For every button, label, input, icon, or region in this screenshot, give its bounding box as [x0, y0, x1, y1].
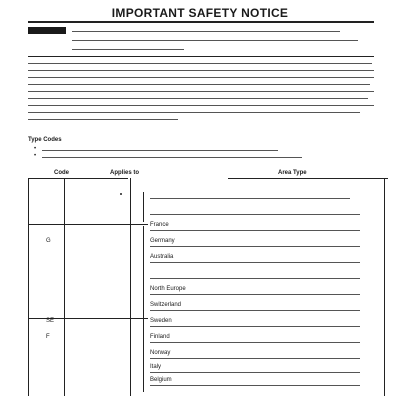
paragraph-line — [28, 84, 370, 85]
area-cell: Norway — [150, 350, 171, 356]
code-cell: G — [46, 238, 51, 244]
paragraph-line — [28, 112, 360, 113]
definition-text-line — [72, 49, 184, 50]
bracket-line — [143, 226, 144, 392]
bullet-text-line — [42, 150, 278, 151]
paragraph-line — [28, 91, 374, 92]
area-rule — [150, 230, 360, 231]
area-rule — [150, 262, 360, 263]
applies-dot — [120, 193, 122, 195]
title-rule — [28, 21, 374, 23]
area-rule — [150, 214, 360, 215]
definition-label-note — [28, 45, 66, 52]
definition-label-warning — [28, 27, 66, 34]
bullet-marker: • — [34, 153, 37, 159]
definition-text-line — [72, 31, 340, 32]
definition-text-line — [72, 40, 358, 41]
area-rule — [150, 385, 360, 386]
header-underline — [28, 178, 128, 179]
column-header-applies: Applies to — [110, 170, 140, 176]
right-edge-line — [384, 178, 385, 396]
code-column-line — [28, 178, 29, 396]
applies-column-line — [130, 178, 131, 396]
bullet-marker: • — [34, 146, 37, 152]
area-rule — [150, 310, 360, 311]
bullet-text-line — [42, 157, 302, 158]
code-cell: SE — [46, 318, 55, 324]
paragraph-line — [28, 77, 374, 78]
area-rule — [150, 326, 360, 327]
area-rule — [150, 278, 360, 279]
area-cell: North Europe — [150, 286, 186, 292]
type-codes-heading: Type Codes — [28, 137, 62, 143]
area-cell: Switzerland — [150, 302, 182, 308]
area-cell: Australia — [150, 254, 174, 260]
area-cell: Finland — [150, 334, 170, 340]
area-cell: Germany — [150, 238, 175, 244]
column-header-code: Code — [54, 170, 69, 176]
area-rule — [150, 358, 360, 359]
paragraph-line — [28, 105, 374, 106]
code-column-line — [64, 178, 65, 396]
area-rule — [150, 342, 360, 343]
paragraph-line — [28, 70, 374, 71]
paragraph-line — [28, 119, 178, 120]
area-cell: Belgium — [150, 377, 172, 383]
page-title: IMPORTANT SAFETY NOTICE — [111, 6, 289, 20]
header-underline — [228, 178, 388, 179]
column-header-area-type: Area Type — [278, 170, 307, 176]
area-cell: Sweden — [150, 318, 172, 324]
area-rule — [150, 294, 360, 295]
paragraph-line — [28, 98, 368, 99]
area-rule — [150, 246, 360, 247]
code-cell: F — [46, 334, 50, 340]
area-rule — [150, 198, 350, 199]
definitions-rule — [28, 56, 374, 57]
area-cell: Italy — [150, 364, 162, 370]
bracket-line — [143, 192, 144, 222]
paragraph-line — [28, 63, 372, 64]
group-rule — [28, 224, 148, 225]
area-rule — [150, 372, 360, 373]
definition-label-caution — [28, 36, 66, 43]
area-cell: France — [150, 222, 169, 228]
